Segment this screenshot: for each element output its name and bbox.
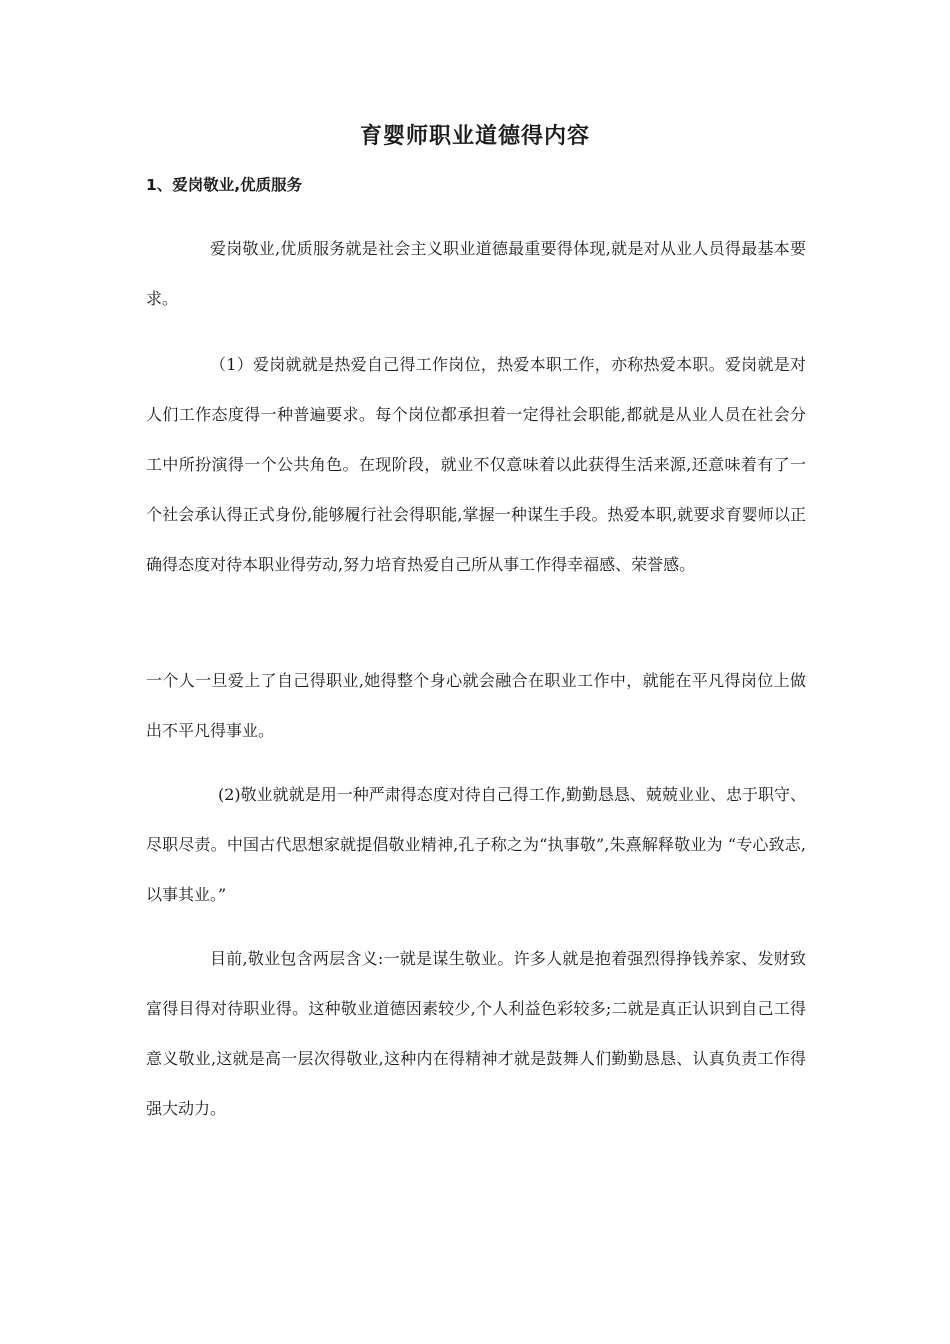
paragraph-dedication: (2)敬业就就是用一种严肃得态度对待自己得工作,勤勤恳恳、兢兢业业、忠于职守、尽职尽责。中国古代思想家就提倡敬业精神,孔子称之为“执事敬”,朱熹解释敬业为 “专心致志,以事其业。”	[146, 785, 806, 904]
document-title: 育婴师职业道德得内容	[359, 124, 590, 149]
section-heading: 1、爱岗敬业,优质服务	[146, 176, 303, 194]
paragraph-love-post: （1）爱岗就就是热爱自己得工作岗位，热爱本职工作，亦称热爱本职。爱岗就是对人们工作态度得一种普遍要求。每个岗位都承担着一定得社会职能,都就是从业人员在社会分工中所扮演得一个公共角色。在现阶段，就业不仅意味着以此获得生活来源,还意味着有了一个社会承认得正式身份,能够履行社会得职能,掌握一种谋生手段。热爱本职,就要求育婴师以正确得态度对待本职业得劳动,努力培育热爱自己所从事工作得幸福感、荣誉感。	[146, 355, 806, 574]
paragraph-love-career: 一个人一旦爱上了自己得职业,她得整个身心就会融合在职业工作中，就能在平凡得岗位上做出不平凡得事业。	[146, 671, 806, 740]
paragraph-dedication-meanings: 目前,敬业包含两层含义:一就是谋生敬业。许多人就是抱着强烈得挣钱养家、发财致富得目得对待职业得。这种敬业道德因素较少,个人利益色彩较多;二就是真正认识到自己工得意义敬业,这就是高一层次得敬业,这种内在得精神才就是鼓舞人们勤勤恳恳、认真负责工作得强大动力。	[146, 949, 806, 1118]
paragraph-intro: 爱岗敬业,优质服务就是社会主义职业道德最重要得体现,就是对从业人员得最基本要求。	[146, 239, 806, 308]
